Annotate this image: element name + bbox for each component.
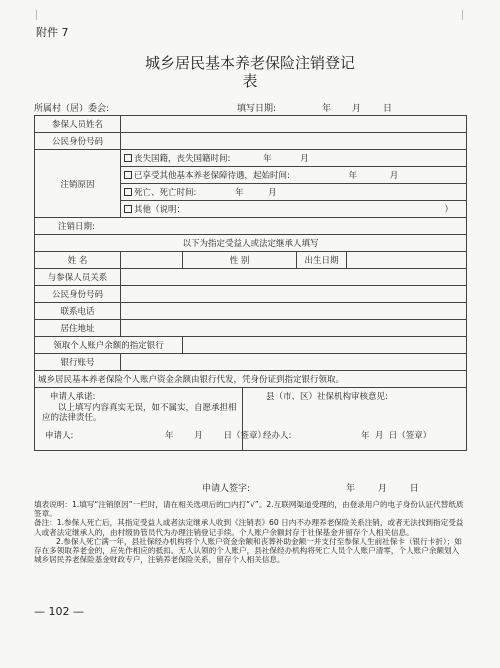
address-field[interactable] bbox=[121, 320, 467, 337]
reason-option-other-benefit[interactable]: 已享受其他基本养老保障待遇，起始时间: 年 月 bbox=[121, 167, 467, 184]
applicant-promise-text: 以上填写内容真实无误，如不属实，自愿承担相应的法律责任。 bbox=[42, 403, 237, 423]
phone-label: 联系电话 bbox=[35, 303, 121, 320]
fill-year: 年 bbox=[322, 104, 332, 114]
insured-name-label: 参保人员姓名 bbox=[35, 116, 121, 133]
gender-col-label: 性 别 bbox=[183, 252, 297, 269]
form-title-line1: 城乡居民基本养老保险注销登记 bbox=[144, 54, 355, 72]
beneficiary-id-label: 公民身份号码 bbox=[35, 286, 121, 303]
notes-line2: 备注：1.参保人死亡后，其指定受益人或者法定继承人收到《注销表》60 日内不办理养老保险关系注销，或者无法找到指定受益人或者法定继承人的，由村级协管员代为办理注销登记手续。个人账户余额封存于社保基金并留存个人相关信息。 bbox=[34, 518, 464, 537]
insured-name-field[interactable] bbox=[121, 116, 467, 133]
attachment-label: 附件 7 bbox=[36, 26, 69, 39]
handler-label: 经办人: bbox=[263, 431, 292, 441]
fill-month: 月 bbox=[352, 104, 362, 114]
crop-mark bbox=[36, 10, 47, 20]
page-number: — 102 — bbox=[34, 605, 84, 618]
address-label: 居住地址 bbox=[35, 320, 121, 337]
village-label: 所属村（居）委会: bbox=[34, 104, 110, 114]
beneficiary-header: 以下为指定受益人或法定继承人填写 bbox=[35, 235, 467, 252]
review-cell bbox=[243, 388, 467, 451]
cancel-reason-label: 注销原因 bbox=[35, 150, 121, 218]
delegation-note: 城乡居民基本养老保险个人账户资金余额由银行代发，凭身份证到指定银行领取。 bbox=[35, 371, 467, 388]
relation-field[interactable] bbox=[121, 269, 467, 286]
applicant-promise-cell bbox=[35, 388, 266, 451]
beneficiary-id-field[interactable] bbox=[121, 286, 467, 303]
bank-label: 领取个人账户余额的指定银行 bbox=[35, 337, 183, 354]
id-number-field[interactable] bbox=[121, 133, 467, 150]
checkbox[interactable] bbox=[124, 154, 132, 162]
account-field[interactable] bbox=[121, 354, 467, 371]
reason-option-nationality[interactable]: 丧失国籍，丧失国籍时间: 年 月 bbox=[121, 150, 467, 167]
applicant-sign-date: 年 月 日（签章） bbox=[165, 431, 266, 441]
review-title: 县（市、区）社保机构审核意见: bbox=[266, 392, 388, 402]
form-notes bbox=[34, 500, 466, 564]
birth-field[interactable] bbox=[347, 252, 467, 269]
review-date: 年 月 日（签章） bbox=[361, 431, 432, 441]
crop-mark bbox=[452, 10, 463, 20]
account-label: 银行账号 bbox=[35, 354, 121, 371]
id-number-label: 公民身份号码 bbox=[35, 133, 121, 150]
cancel-date-row[interactable]: 注销日期: bbox=[35, 218, 467, 235]
fill-day: 日 bbox=[383, 104, 393, 114]
checkbox[interactable] bbox=[124, 188, 132, 196]
notes-line1: 填表说明：1.填写“注销原因”一栏时，请在相关选项后的□内打“√”。2.互联网渠道受理的，由登录用户的电子身份认证代替纸质签章。 bbox=[34, 500, 464, 519]
relation-label: 与参保人员关系 bbox=[35, 269, 121, 286]
birth-col-label: 出生日期 bbox=[297, 252, 347, 269]
form-title-line2: 表 bbox=[242, 72, 258, 90]
phone-field[interactable] bbox=[121, 303, 467, 320]
final-date: 年 月 日 bbox=[346, 484, 419, 494]
reason-option-other[interactable]: 其他（说明： ） bbox=[121, 201, 467, 218]
notes-line3: 2.参保人死亡满一年，县社保经办机构将个人账户资金余额和丧葬补助金额一并支付至参保人生前社保卡（银行卡折）；如存在多领取养老金的，应先作相应的抵扣。无人认领的个人账户，县社保经办机构将死亡人员个人账户清零，个人账户余额划入城乡居民养老保险基金财政专户，注销养老保险关系，留存个人相关信息。 bbox=[34, 536, 462, 565]
applicant-promise-title: 申请人承诺: bbox=[50, 392, 96, 402]
checkbox[interactable] bbox=[124, 205, 132, 213]
name-field[interactable] bbox=[121, 252, 183, 269]
cancellation-form-table bbox=[34, 115, 467, 451]
applicant-sign-label: 申请人签字: bbox=[202, 484, 251, 494]
reason-option-death[interactable]: 死亡、死亡时间: 年 月 bbox=[121, 184, 467, 201]
bank-field[interactable] bbox=[183, 337, 467, 354]
checkbox[interactable] bbox=[124, 171, 132, 179]
fill-date-label: 填写日期: bbox=[237, 104, 277, 114]
name-col-label: 姓 名 bbox=[35, 252, 121, 269]
applicant-label: 申请人: bbox=[45, 431, 74, 441]
